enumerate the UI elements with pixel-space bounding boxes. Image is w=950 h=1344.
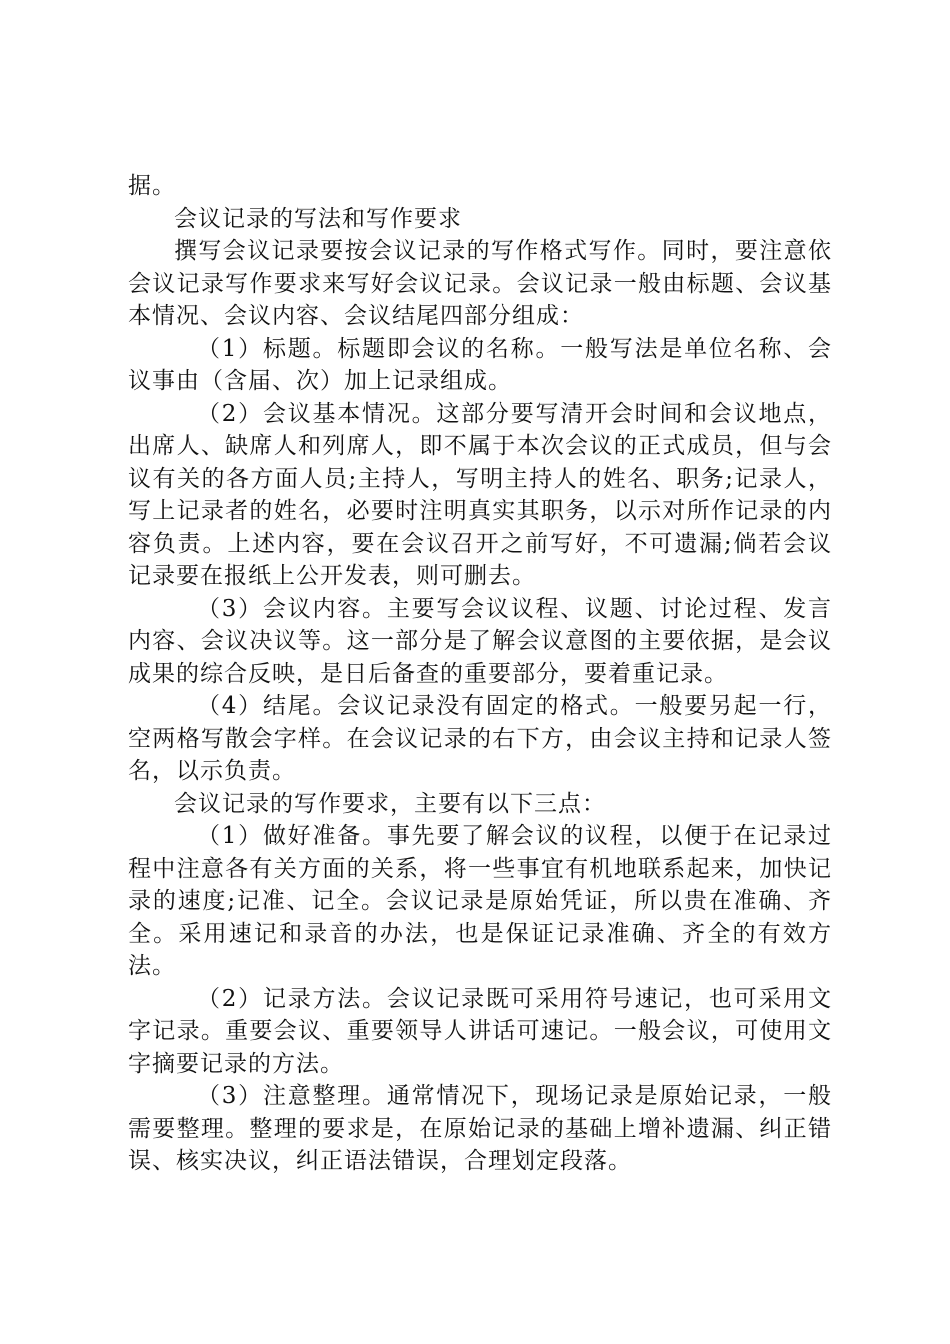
paragraph-item-basic-info: （2）会议基本情况。这部分要写清开会时间和会议地点，出席人、缺席人和列席人，即不属于本次会议的正式成员，但与会议有关的各方面人员;主持人，写明主持人的姓名、职务;记录人，写上记录者的姓名，必要时注明真实其职务，以示对所作记录的内容负责。上述内容，要在会议召开之前写好，不可遗漏;倘若会议记录要在报纸上公开发表，则可删去。 [128, 400, 832, 589]
paragraph-req-preparation: （1）做好准备。事先要了解会议的议程，以便于在记录过程中注意各有关方面的关系，将一些事宜有机地联系起来，加快记录的速度;记准、记全。会议记录是原始凭证，所以贵在准确、齐全。采用速记和录音的办法，也是保证记录准确、齐全的有效方法。 [128, 823, 832, 979]
document-body [128, 170, 832, 1178]
paragraph-continuation: 据。 [128, 173, 176, 199]
paragraph-item-ending: （4）结尾。会议记录没有固定的格式。一般要另起一行，空两格写散会字样。在会议记录的右下方，由会议主持和记录人签名，以示负责。 [128, 693, 832, 784]
paragraph-intro: 撰写会议记录要按会议记录的写作格式写作。同时，要注意依会议记录写作要求来写好会议记录。会议记录一般由标题、会议基本情况、会议内容、会议结尾四部分组成： [128, 238, 832, 329]
paragraph-req-method: （2）记录方法。会议记录既可采用符号速记，也可采用文字记录。重要会议、重要领导人讲话可速记。一般会议，可使用文字摘要记录的方法。 [128, 985, 832, 1077]
paragraph-item-title: （1）标题。标题即会议的名称。一般写法是单位名称、会议事由（含届、次）加上记录组成。 [128, 335, 832, 394]
section-heading-writing-method: 会议记录的写法和写作要求 [174, 205, 462, 232]
paragraph-req-organize: （3）注意整理。通常情况下，现场记录是原始记录，一般需要整理。整理的要求是，在原始记录的基础上增补遗漏、纠正错误、核实决议，纠正语法错误，合理划定段落。 [128, 1083, 832, 1174]
section-heading-requirements: 会议记录的写作要求，主要有以下三点： [174, 790, 606, 817]
paragraph-item-content: （3）会议内容。主要写会议议程、议题、讨论过程、发言内容、会议决议等。这一部分是了解会议意图的主要依据，是会议成果的综合反映，是日后备查的重要部分，要着重记录。 [128, 595, 832, 687]
